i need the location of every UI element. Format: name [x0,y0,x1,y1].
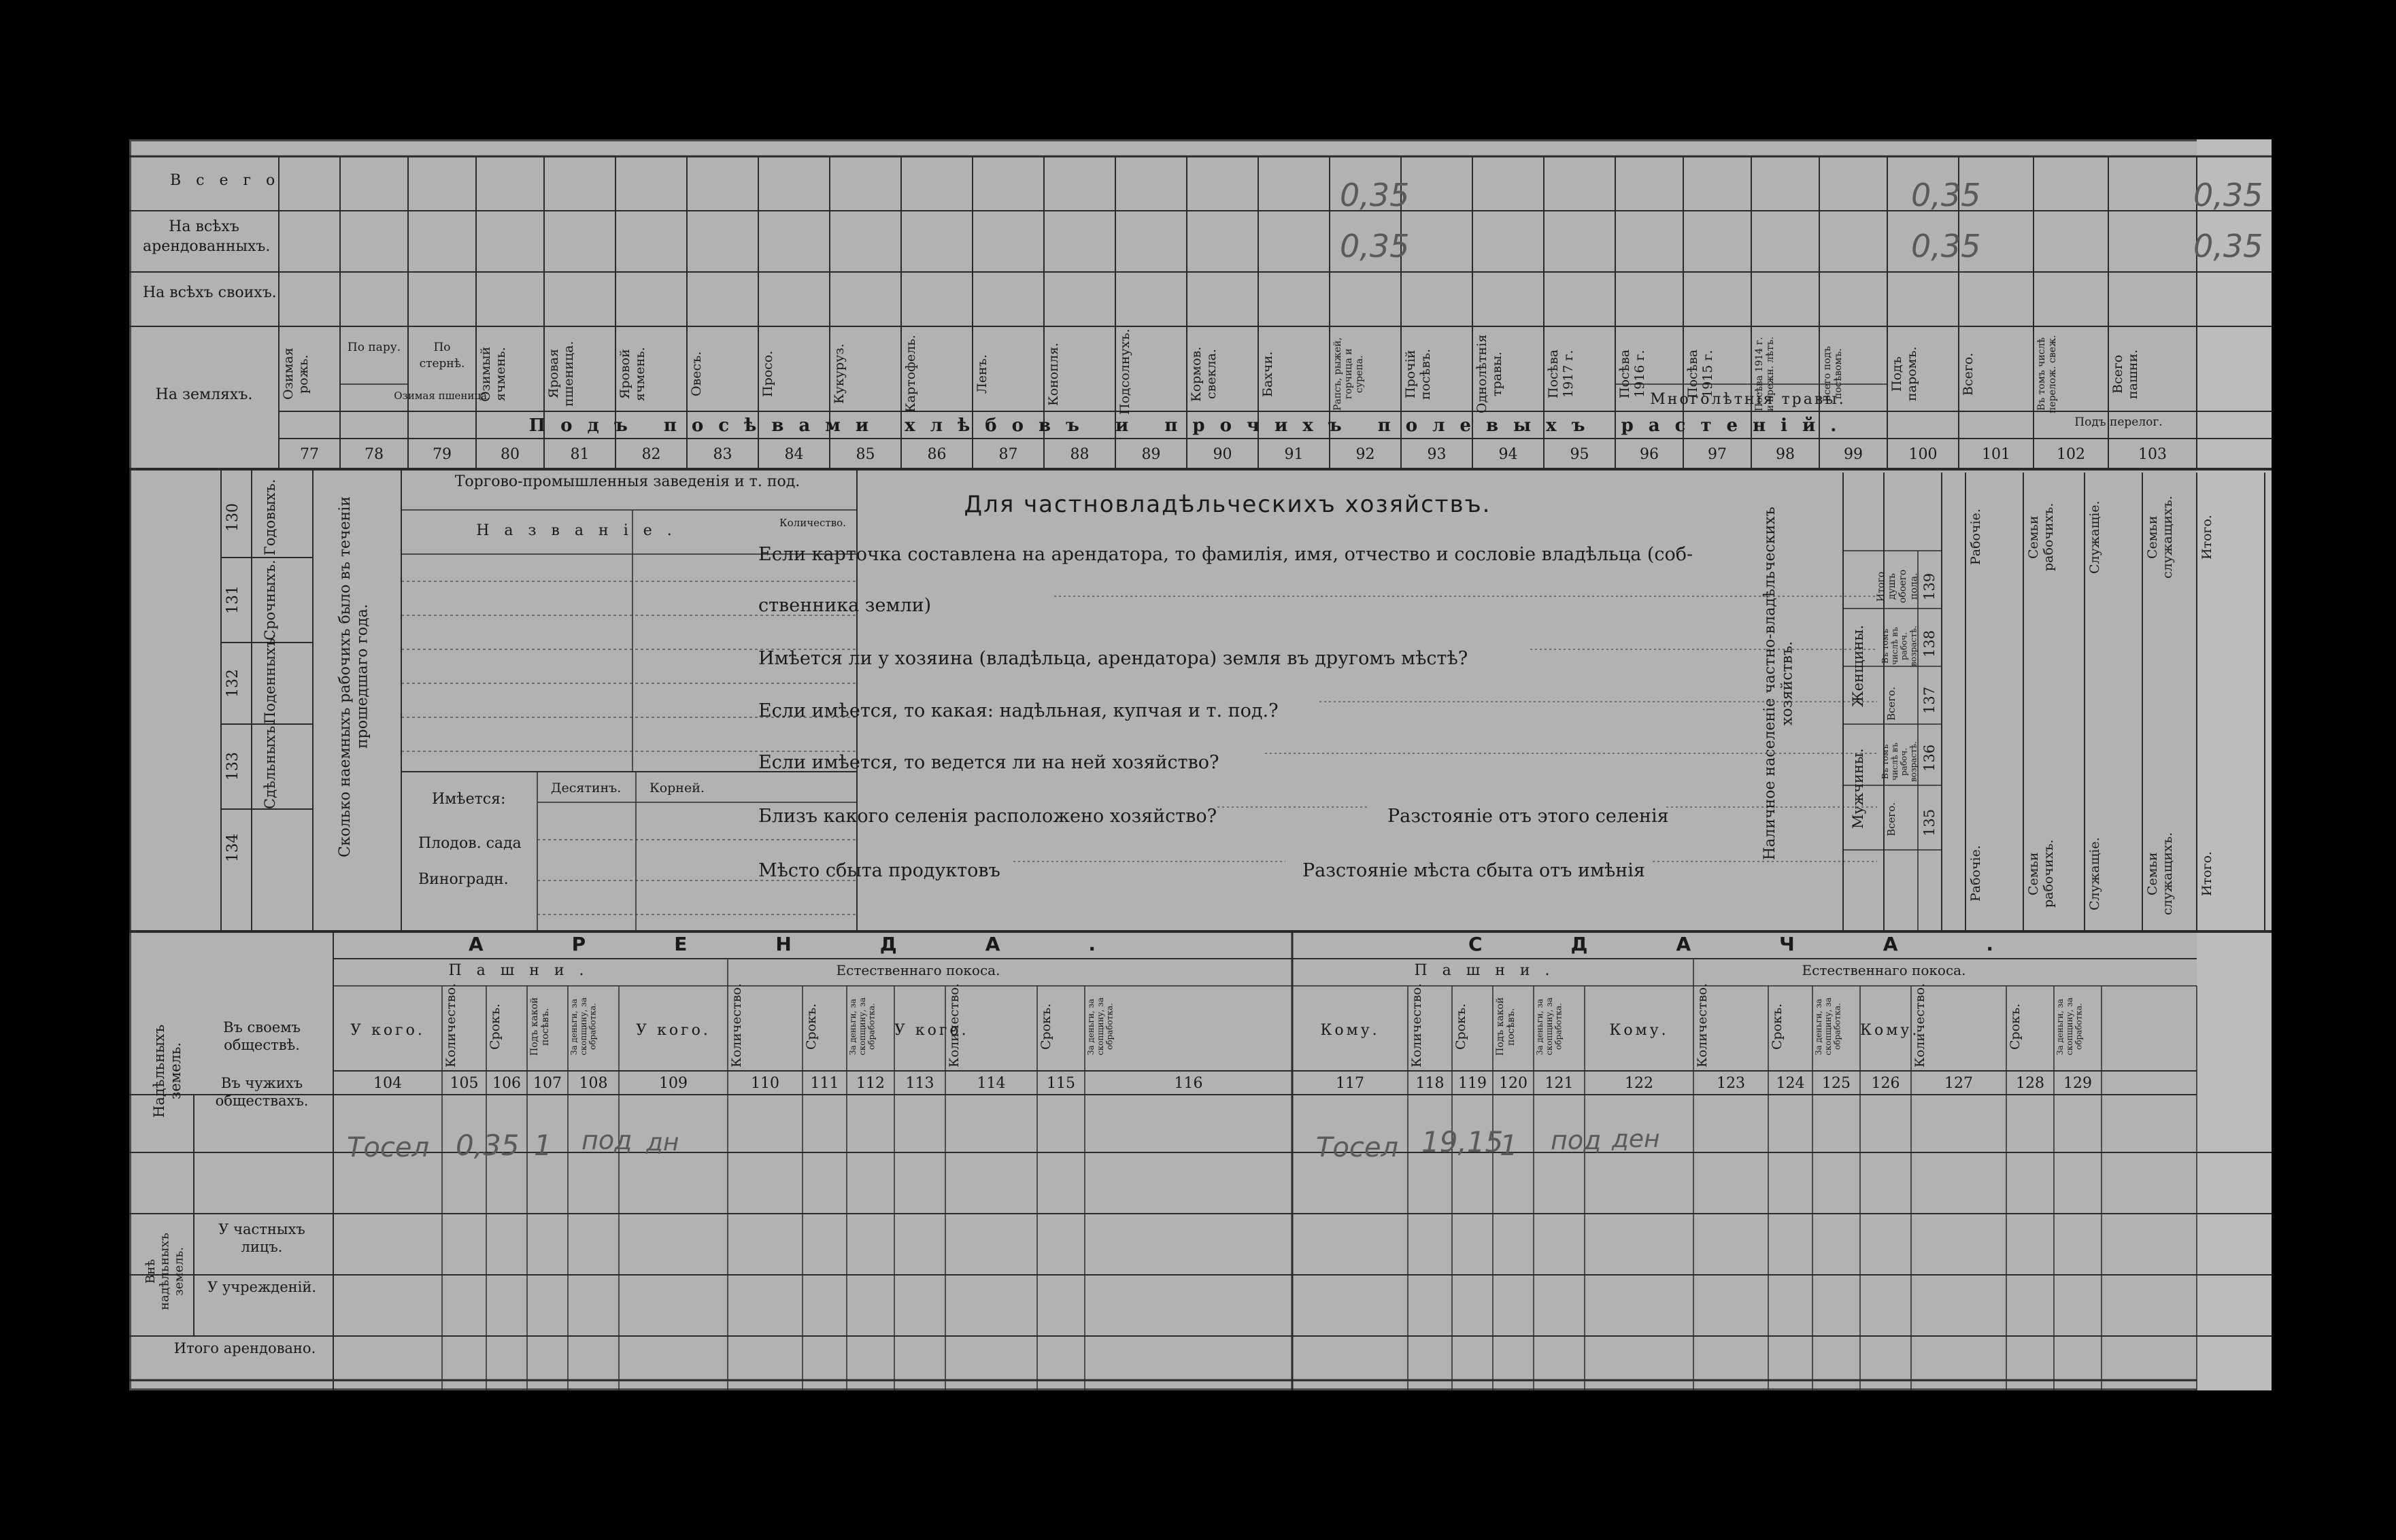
has-label: Имѣется: [432,791,506,808]
orchard-label: Плодов. сада [418,835,522,852]
crop-col-label: Подсолнухъ. [1117,328,1132,415]
fallow-label: Подъ перелог. [2074,415,2163,429]
arenda-col-number: 121 [1545,1075,1574,1092]
women-adult: Въ томъ числѣ въ рабоч. возрастѣ. [1880,626,1919,666]
hw-lease-qty: 19,15 [1421,1125,1504,1159]
population-col-label: Итого. [2199,515,2214,560]
population-col-label: Рабочіе. [1968,845,1983,902]
hw-lease-pay: ден [1612,1125,1660,1153]
population-col-label: Итого. [2199,851,2214,896]
crop-col-number: 98 [1776,446,1795,463]
crop-col-label: Кукуруз. [832,343,847,405]
arenda-col-label: За деньги, за скопщину, за обработка. [1535,997,1564,1056]
arenda-col-label: Подъ какой посѣвъ. [529,997,552,1057]
arenda-col-label: За деньги, за скопщину, за обработка. [1086,997,1115,1056]
crop-col-label: Озимая рожь. [281,347,311,400]
census-card [129,139,2272,1390]
winter-wheat-label: Озимая пшеница. [394,390,490,402]
crop-col-label: Картофель. [903,335,918,413]
arenda-col-label: Срокъ. [2008,1003,2023,1050]
crop-col-label: Однолѣтнія травы. [1474,334,1504,414]
arenda-col-label: Срокъ. [1039,1003,1053,1050]
crop-col-number: 80 [501,446,520,463]
crop-col-label: Посѣва 1915 г. [1685,349,1715,399]
q5: Близъ какого селенія расположено хозяйство? [758,806,1217,827]
crop-col-label: Яровой ячмень. [618,347,647,401]
hw-rented-crop: 0,35 [1340,228,1410,264]
q4: Если имѣется, то ведется ли на ней хозяйство? [758,752,1219,773]
crop-col-number: 89 [1141,446,1161,463]
arenda-col-number: 107 [533,1075,562,1092]
arenda-col-label: Кому. [1609,1022,1669,1039]
population-col-label: Семьи рабочихъ. [2026,502,2056,572]
num-135: 135 [1921,808,1938,837]
women-total: Всего. [1885,687,1897,721]
num-139: 139 [1921,572,1938,601]
roots-header: Корней. [649,781,705,795]
crop-col-label: Конопля. [1046,342,1061,406]
worker-col-label: Поденныхъ. [262,634,278,724]
arenda-col-number: 106 [492,1075,521,1092]
hw-rented-all: 0,35 [2193,228,2263,264]
arenda-col-label: У кого. [636,1022,711,1039]
trade-qty-header: Количество. [779,517,846,529]
men-label: Мужчины. [1850,748,1866,829]
sdacha-pashni: Пашни. [1414,962,1565,979]
arenda-col-number: 126 [1871,1075,1900,1092]
hw-total-sown: 0,35 [1911,177,1981,213]
arenda-col-number: 105 [450,1075,479,1092]
hw-rent-qty: 0,35 [456,1129,520,1162]
crop-col-number: 94 [1498,446,1518,463]
arenda-col-number: 127 [1944,1075,1973,1092]
arenda-pashni: Пашни. [448,962,599,979]
crop-col-label: Яровая пшеница. [546,341,576,407]
arenda-col-label: Количество. [1912,982,1927,1067]
population-col-label: Семьи рабочихъ. [2026,839,2056,908]
crop-col-label: Посѣва 1917 г. [1546,349,1576,399]
arenda-col-number: 116 [1174,1075,1203,1092]
q2: Имѣется ли у хозяина (владѣльца, арендатора) земля въ другомъ мѣстѣ? [758,648,1468,669]
arenda-col-number: 128 [2016,1075,2044,1092]
hw-lease-who: Тосел [1316,1132,1399,1163]
worker-col-number: 130 [224,503,241,532]
institutions-label: У учрежденій. [207,1279,317,1295]
crop-col-number: 88 [1070,446,1090,463]
row-label-all-rented: На всѣхъ арендованныхъ. [143,218,271,255]
crop-col-number: 101 [1982,446,2010,463]
arenda-col-label: У кого. [894,1022,969,1039]
crop-col-label: По пару. [347,341,401,354]
workers-title: Сколько наемныхъ рабочихъ было въ теченіи прошедшаго года. [337,496,371,857]
worker-col-label: Срочныхъ. [262,560,278,640]
crop-col-label: Бахчи. [1260,351,1275,397]
crop-col-label: Кормов. свекла. [1189,346,1219,402]
worker-col-number: 133 [224,752,241,781]
arenda-col-label: Количество. [443,982,458,1067]
arenda-col-number: 104 [373,1075,402,1092]
population-col-label: Служащіе. [2087,837,2102,910]
crop-col-label: По стернѣ. [419,341,465,371]
crop-col-number: 102 [2057,446,2085,463]
population-title: Наличное населеніе частно-владѣльческихъ хозяйствъ. [1761,507,1796,860]
crop-col-number: 79 [433,446,452,463]
crop-col-number: 83 [713,446,732,463]
crop-col-label: Въ томъ числѣ перелож. свеж. [2036,335,2059,413]
crop-col-number: 90 [1213,446,1232,463]
total-rented-label: Итого арендовано. [173,1340,316,1356]
num-136: 136 [1921,744,1938,772]
hw-rented-sown: 0,35 [1911,228,1981,264]
other-comm-label: Въ чужихъ обществахъ. [215,1075,309,1110]
sdacha-pokos: Естественнаго покоса. [1802,962,1966,978]
crop-col-label: Посѣва 1914 г. и прежн. лѣтъ. [1754,337,1776,411]
crop-col-number: 100 [1908,446,1938,463]
private-title: Для частновладѣльческихъ хозяйствъ. [964,491,1491,518]
arenda-col-number: 120 [1499,1075,1528,1092]
crop-col-label: Ленъ. [975,354,990,394]
men-total: Всего. [1885,802,1897,836]
arenda-col-number: 110 [751,1075,779,1092]
arenda-col-number: 119 [1458,1075,1487,1092]
crop-col-number: 99 [1844,446,1863,463]
trade-name-header: Названіе. [476,522,687,539]
men-adult: Въ томъ числѣ въ рабоч. возрастѣ. [1880,741,1919,782]
arenda-col-number: 118 [1415,1075,1445,1092]
crop-col-number: 85 [856,446,875,463]
arenda-col-number: 108 [579,1075,608,1092]
arenda-col-label: За деньги, за скопщину, за обработка. [1814,997,1842,1056]
crop-col-number: 93 [1427,446,1447,463]
worker-col-number: 132 [224,669,241,698]
arenda-col-label: За деньги, за скопщину, за обработка. [2055,997,2084,1056]
dess-header: Десятинъ. [551,781,622,795]
num-137: 137 [1921,686,1938,715]
crop-col-label: Озимый ячмень. [478,346,508,402]
arenda-col-number: 114 [977,1075,1006,1092]
population-col-label: Семьи служащихъ. [2145,832,2175,915]
arenda-col-label: За деньги, за скопщину, за обработка. [848,997,877,1056]
population-col-label: Служащіе. [2087,500,2102,574]
hw-rent-who: Тосел [347,1132,430,1163]
arenda-col-number: 112 [856,1075,885,1092]
arenda-col-number: 129 [2063,1075,2092,1092]
arenda-col-label: Количество. [947,982,962,1067]
trade-title: Торгово-промышленныя заведенія и т. под. [454,473,800,490]
crop-col-label: Подъ паромъ. [1889,346,1919,402]
hw-lease-crop: под [1551,1125,1602,1155]
crop-col-number: 87 [998,446,1018,463]
arenda-col-number: 122 [1625,1075,1653,1092]
arenda-col-number: 115 [1047,1075,1075,1092]
arenda-col-label: Количество. [1409,982,1424,1067]
perennial-label: Многолѣтнія травы. [1650,391,1846,408]
q1b: ственника земли) [758,595,932,616]
row-label-total: Всего [170,172,290,189]
worker-col-label: Сдѣльныхъ. [262,721,278,809]
row-label-on-lands: На земляхъ. [155,386,253,403]
crop-col-number: 92 [1355,446,1375,463]
private-persons-label: У частныхъ лицъ. [218,1221,305,1256]
arenda-col-label: У кого. [350,1022,425,1039]
allot-label: Надѣльныхъ земель. [151,1024,184,1118]
q6b: Разстояніе мѣста сбыта отъ имѣнія [1302,860,1645,881]
worker-col-label: Годовыхъ. [262,479,278,556]
crop-col-number: 97 [1708,446,1727,463]
crop-col-label: Овесъ. [689,351,704,397]
worker-col-number: 131 [224,585,241,615]
arenda-col-label: Подъ какой посѣвъ. [1495,997,1517,1057]
crop-col-number: 84 [784,446,804,463]
crop-col-label: Рапсъ, рыжей, горчица и сурепа. [1332,337,1366,411]
crop-col-number: 77 [300,446,319,463]
crop-col-number: 78 [365,446,384,463]
arenda-col-number: 109 [659,1075,688,1092]
arenda-title: АРЕНДА. [469,933,1184,955]
hw-rent-crop: под [581,1125,632,1155]
arenda-col-number: 124 [1776,1075,1805,1092]
row-label-all-own: На всѣхъ своихъ. [143,284,277,301]
crop-col-number: 81 [570,446,590,463]
vineyard-label: Виноградн. [418,871,509,888]
arenda-col-label: Количество. [729,982,744,1067]
arenda-col-label: За деньги, за скопщину, за обработка. [569,997,598,1056]
num-138: 138 [1921,630,1938,658]
q6: Мѣсто сбыта продуктовъ [758,860,1000,881]
crop-col-label: Посѣва 1916 г. [1617,349,1647,399]
hw-rent-pay: дн [646,1129,679,1157]
crop-banner: Подъ посѣвами хлѣбовъ и прочихъ полевыхъ растеній. [528,415,1852,436]
arenda-col-label: Кому. [1860,1022,1920,1039]
sdacha-title: СДАЧА. [1468,933,2082,955]
arenda-col-label: Срокъ. [804,1003,819,1050]
crop-col-label: Всего. [1961,352,1976,396]
arenda-col-label: Количество. [1695,982,1710,1067]
crop-col-label: Всего подъ посѣвомъ. [1822,346,1844,402]
hw-total-all: 0,35 [2193,177,2263,213]
non-allot-label: Внѣ надѣльныхъ земель. [144,1233,186,1310]
crop-col-number: 96 [1640,446,1659,463]
population-col-label: Семьи служащихъ. [2145,496,2175,579]
hw-rent-term: 1 [534,1129,552,1162]
crop-col-number: 103 [2138,446,2167,463]
crop-col-number: 82 [641,446,661,463]
arenda-col-number: 113 [905,1075,934,1092]
arenda-col-label: Кому. [1320,1022,1380,1039]
own-comm-label: Въ своемъ обществѣ. [223,1019,301,1054]
crop-col-label: Просо. [760,350,775,398]
q3: Если имѣется, то какая: надѣльная, купчая и т. под.? [758,700,1279,721]
arenda-pokos: Естественнаго покоса. [836,962,1000,978]
worker-col-number: 134 [224,834,241,863]
crop-col-label: Прочій посѣвъ. [1403,348,1433,400]
arenda-col-number: 117 [1336,1075,1364,1092]
crop-col-number: 86 [927,446,947,463]
q5b: Разстояніе отъ этого селенія [1387,806,1669,827]
crop-col-number: 95 [1570,446,1589,463]
population-col-label: Рабочіе. [1968,509,1983,566]
arenda-col-label: Срокъ. [488,1003,503,1050]
arenda-col-number: 125 [1822,1075,1851,1092]
women-label: Женщины. [1850,625,1866,708]
arenda-col-label: Срокъ. [1770,1003,1785,1050]
arenda-col-number: 123 [1717,1075,1745,1092]
hw-total-crop: 0,35 [1340,177,1410,213]
crop-col-number: 91 [1284,446,1304,463]
all-adult: Итого душъ обоего пола. [1876,569,1920,604]
arenda-col-number: 111 [810,1075,839,1092]
q1: Если карточка составлена на арендатора, то фамилія, имя, отчество и сословіе владѣльца (соб- [758,544,1693,565]
crop-col-label: Всего пашни. [2110,349,2140,399]
hw-lease-term: 1 [1500,1129,1518,1162]
arenda-col-label: Срокъ. [1453,1003,1468,1050]
